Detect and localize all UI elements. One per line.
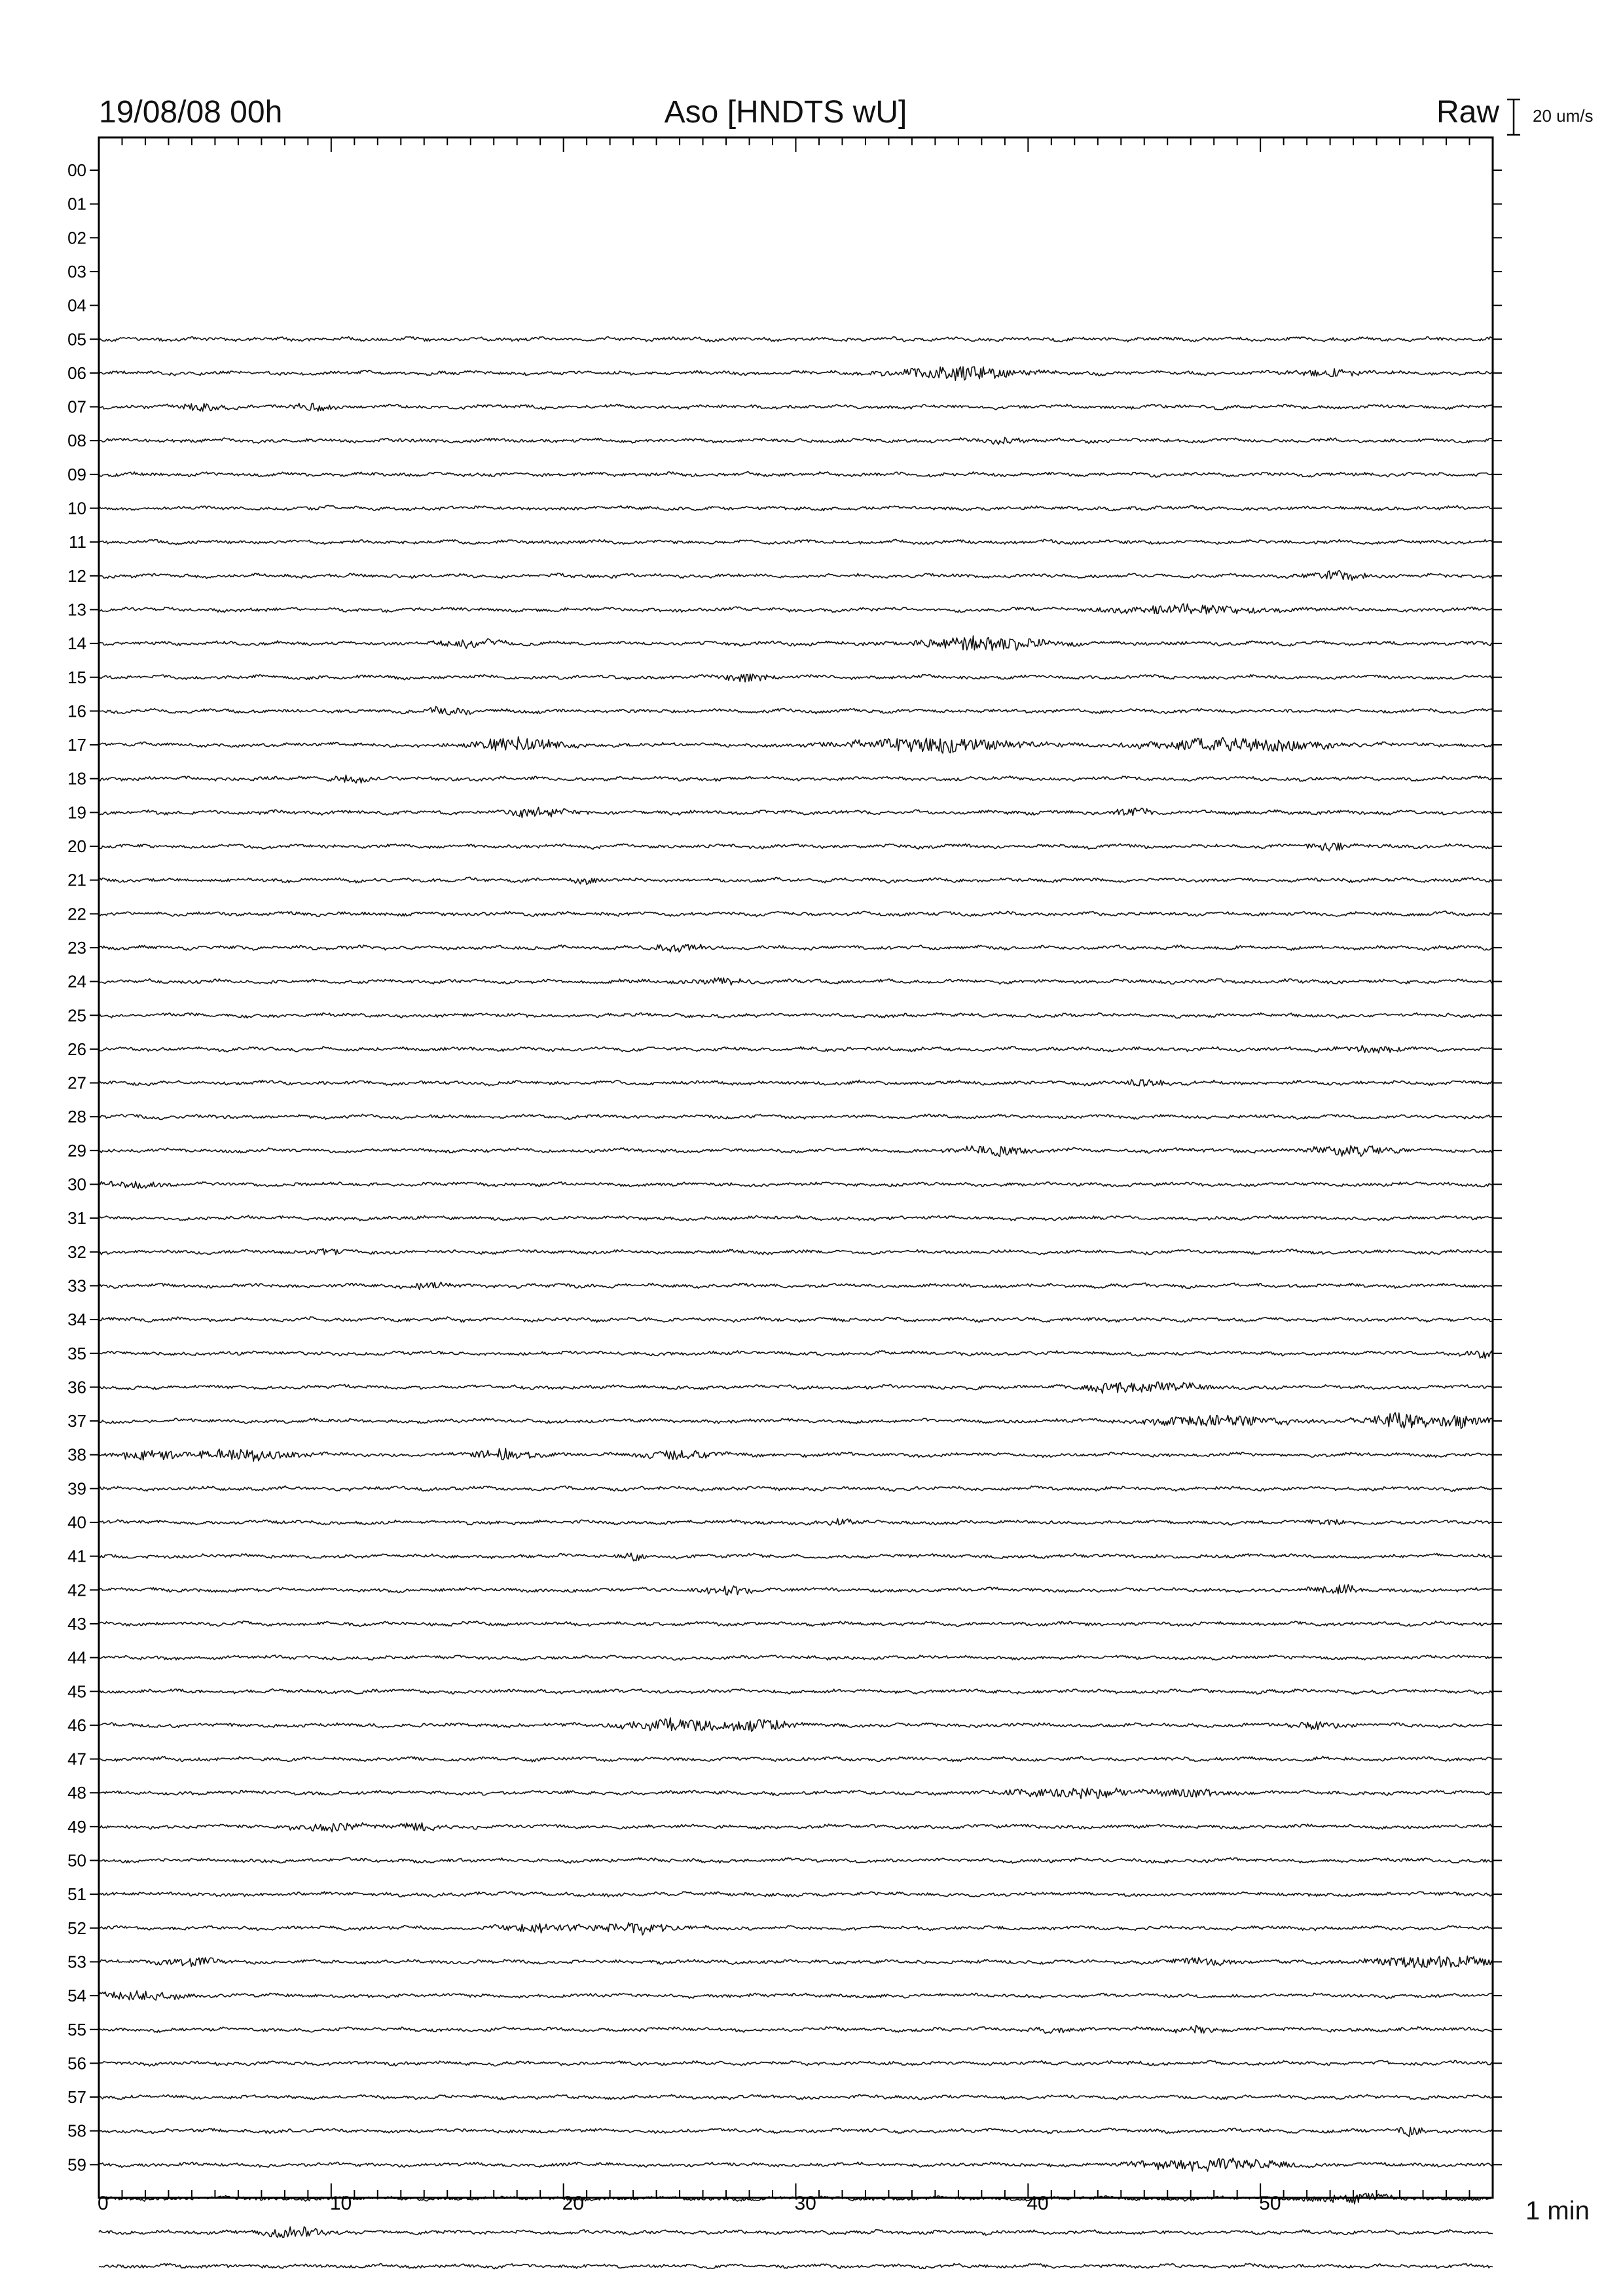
station-title: Aso [HNDTS wU] [664,95,907,130]
row-label: 47 [67,1749,86,1769]
row-label: 53 [67,1952,86,1972]
row-label: 18 [67,768,86,789]
row-label: 58 [67,2121,86,2141]
row-label: 25 [67,1005,86,1026]
row-label: 34 [67,1310,86,1330]
row-label: 00 [67,160,86,180]
row-label: 16 [67,701,86,721]
x-tick-label: 30 [794,2193,816,2214]
row-label: 31 [67,1208,86,1229]
amplitude-scale-label: 20 um/s [1533,106,1594,126]
row-label: 51 [67,1884,86,1905]
row-label: 35 [67,1343,86,1363]
row-label: 06 [67,363,86,383]
row-label: 32 [67,1242,86,1262]
row-label: 22 [67,904,86,924]
row-label: 17 [67,735,86,755]
row-label: 50 [67,1850,86,1871]
row-label: 20 [67,836,86,856]
row-label: 42 [67,1580,86,1600]
mode-label: Raw [1436,95,1499,130]
row-label: 46 [67,1715,86,1735]
row-label: 49 [67,1816,86,1837]
x-tick-label: 50 [1259,2193,1281,2214]
row-label: 45 [67,1681,86,1702]
row-label: 07 [67,397,86,417]
time-axis-unit-label: 1 min [1525,2197,1590,2225]
row-label: 40 [67,1513,86,1532]
row-label: 09 [67,464,86,484]
row-label: 03 [67,261,86,281]
row-label: 12 [67,565,86,586]
row-label: 05 [67,329,86,350]
row-label: 41 [67,1546,86,1566]
row-label: 10 [67,498,86,518]
row-label: 43 [67,1613,86,1634]
x-tick-label: 0 [98,2193,109,2214]
row-label: 36 [67,1377,86,1397]
row-label: 39 [67,1479,86,1499]
row-label: 55 [67,2019,86,2039]
row-label: 27 [67,1073,86,1093]
row-label: 56 [67,2053,86,2073]
row-label: 37 [67,1411,86,1431]
row-label: 04 [67,295,86,315]
x-tick-label: 10 [329,2193,352,2214]
row-label: 26 [67,1039,86,1059]
row-label: 01 [67,194,86,214]
row-label: 13 [67,600,86,620]
row-label: 29 [67,1140,86,1160]
row-label: 28 [67,1107,86,1127]
row-label: 08 [67,431,86,451]
row-label: 19 [67,802,86,823]
row-label: 14 [67,634,86,654]
row-label: 57 [67,2087,86,2108]
row-label: 52 [67,1918,86,1938]
row-label: 44 [67,1647,86,1668]
row-label: 54 [67,1986,86,2006]
row-label: 15 [67,667,86,687]
x-tick-label: 40 [1027,2193,1049,2214]
row-label: 38 [67,1444,86,1465]
row-label: 02 [67,228,86,248]
date-hour-label: 19/08/08 00h [99,95,283,130]
row-label: 11 [69,532,86,552]
row-label: 21 [67,870,86,890]
row-label: 48 [67,1783,86,1803]
row-label: 24 [67,971,86,992]
row-label: 30 [67,1174,86,1194]
row-label: 59 [67,2155,86,2175]
x-tick-label: 20 [562,2193,585,2214]
row-label: 23 [67,937,86,958]
row-label: 33 [67,1276,86,1296]
